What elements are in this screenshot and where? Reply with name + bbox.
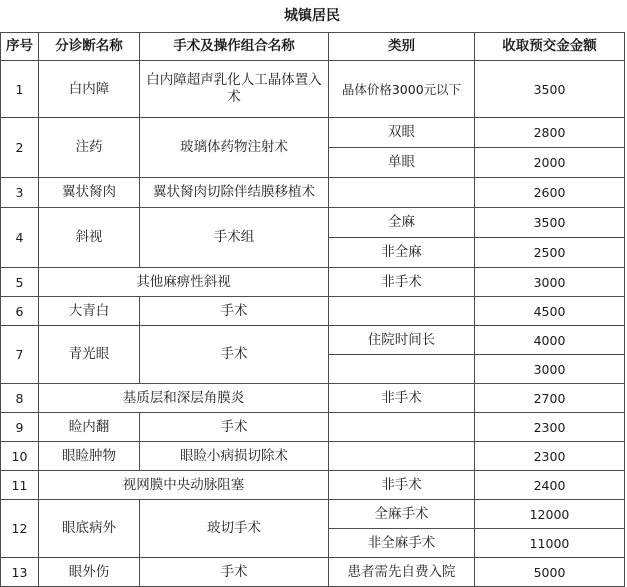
- cell-category: 非手术: [329, 268, 475, 297]
- cell-no: 1: [1, 61, 39, 118]
- cell-no: 13: [1, 558, 39, 587]
- cell-amount: 2700: [475, 384, 625, 413]
- cell-diagnosis: 视网膜中央动脉阻塞: [39, 471, 329, 500]
- cell-category: [329, 442, 475, 471]
- table-row: [1, 118, 625, 148]
- cell-category: 双眼: [329, 118, 475, 148]
- header-category: 类别: [329, 33, 475, 61]
- cell-amount: 2300: [475, 442, 625, 471]
- cell-no: 2: [1, 118, 39, 178]
- cell-operation: 翼状胬肉切除伴结膜移植术: [140, 178, 329, 208]
- cell-operation: 玻切手术: [140, 500, 329, 558]
- cell-amount: 2500: [475, 238, 625, 268]
- cell-category: 非手术: [329, 384, 475, 413]
- cell-diagnosis: 其他麻痹性斜视: [39, 268, 329, 297]
- table-row: [1, 326, 625, 355]
- cell-no: 11: [1, 471, 39, 500]
- cell-diagnosis: 青光眼: [39, 326, 140, 384]
- cell-diagnosis: 大青白: [39, 297, 140, 326]
- cell-category: 单眼: [329, 148, 475, 178]
- cell-no: 12: [1, 500, 39, 558]
- cell-amount: 3000: [475, 355, 625, 384]
- cell-no: 8: [1, 384, 39, 413]
- fee-table: [0, 32, 625, 587]
- cell-no: 9: [1, 413, 39, 442]
- cell-operation: 玻璃体药物注射术: [140, 118, 329, 178]
- header-amount: 收取预交金金额: [475, 33, 625, 61]
- cell-operation: 手术: [140, 413, 329, 442]
- table-row: [1, 268, 625, 297]
- table-row: [1, 442, 625, 471]
- cell-diagnosis: 眼底病外: [39, 500, 140, 558]
- cell-category: 非手术: [329, 471, 475, 500]
- table-row: [1, 178, 625, 208]
- cell-amount: 3000: [475, 268, 625, 297]
- cell-amount: 2600: [475, 178, 625, 208]
- cell-category: 非全麻: [329, 238, 475, 268]
- cell-operation: 手术: [140, 558, 329, 587]
- cell-diagnosis: 眼睑肿物: [39, 442, 140, 471]
- table-row: [1, 558, 625, 587]
- cell-category: [329, 178, 475, 208]
- cell-operation: 眼睑小病损切除术: [140, 442, 329, 471]
- cell-amount: 2400: [475, 471, 625, 500]
- table-title: 城镇居民: [284, 8, 340, 24]
- cell-category: 全麻: [329, 208, 475, 238]
- table-row: [1, 384, 625, 413]
- table-row: [1, 500, 625, 529]
- table-row: [1, 208, 625, 238]
- cell-no: 6: [1, 297, 39, 326]
- cell-category: [329, 413, 475, 442]
- cell-amount: 2800: [475, 118, 625, 148]
- header-row: [1, 33, 625, 61]
- cell-operation: 手术: [140, 326, 329, 384]
- header-no: 序号: [1, 33, 39, 61]
- cell-category: 住院时间长: [329, 326, 475, 355]
- cell-no: 3: [1, 178, 39, 208]
- cell-category: 患者需先自费入院: [329, 558, 475, 587]
- cell-operation: 白内障超声乳化人工晶体置入术: [140, 61, 329, 118]
- cell-category: [329, 297, 475, 326]
- cell-amount: 12000: [475, 500, 625, 529]
- cell-diagnosis: 眼外伤: [39, 558, 140, 587]
- table-row: [1, 297, 625, 326]
- cell-amount: 5000: [475, 558, 625, 587]
- cell-no: 10: [1, 442, 39, 471]
- header-operation: 手术及操作组合名称: [140, 33, 329, 61]
- cell-category: 非全麻手术: [329, 529, 475, 558]
- cell-diagnosis: 基质层和深层角膜炎: [39, 384, 329, 413]
- cell-amount: 2000: [475, 148, 625, 178]
- cell-amount: 3500: [475, 61, 625, 118]
- cell-no: 7: [1, 326, 39, 384]
- cell-operation: 手术: [140, 297, 329, 326]
- cell-diagnosis: 白内障: [39, 61, 140, 118]
- cell-amount: 3500: [475, 208, 625, 238]
- cell-diagnosis: 翼状胬肉: [39, 178, 140, 208]
- cell-no: 5: [1, 268, 39, 297]
- cell-amount: 11000: [475, 529, 625, 558]
- table-row: [1, 413, 625, 442]
- cell-category: 全麻手术: [329, 500, 475, 529]
- table-row: [1, 61, 625, 118]
- cell-category: [329, 355, 475, 384]
- cell-amount: 2300: [475, 413, 625, 442]
- cell-diagnosis: 睑内翻: [39, 413, 140, 442]
- header-diagnosis: 分诊断名称: [39, 33, 140, 61]
- cell-amount: 4000: [475, 326, 625, 355]
- cell-category: 晶体价格3000元以下: [329, 61, 475, 118]
- cell-diagnosis: 注药: [39, 118, 140, 178]
- cell-diagnosis: 斜视: [39, 208, 140, 268]
- cell-no: 4: [1, 208, 39, 268]
- cell-operation: 手术组: [140, 208, 329, 268]
- cell-amount: 4500: [475, 297, 625, 326]
- table-row: [1, 471, 625, 500]
